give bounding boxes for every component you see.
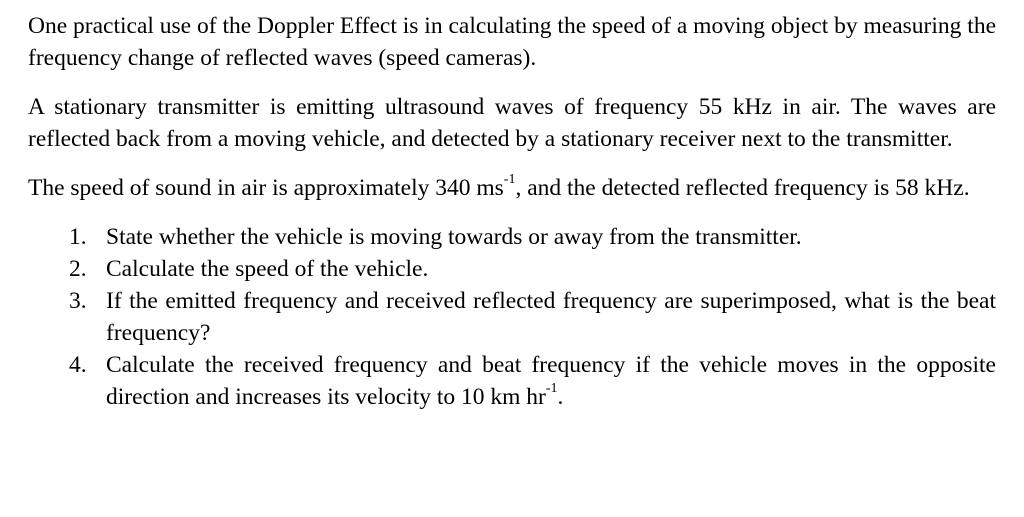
question-text-end: .: [557, 384, 564, 410]
speed-text-continued: , and the detected reflected frequency is 58 kHz.: [515, 175, 970, 201]
question-list: [28, 221, 996, 413]
question-text: State whether the vehicle is moving towards or away from the transmitter.: [106, 224, 802, 250]
question-item: [69, 253, 996, 285]
question-number: 4.: [69, 352, 87, 378]
setup-paragraph: A stationary transmitter is emitting ultrasound waves of frequency 55 kHz in air. The waves are reflected back from a moving vehicle, and detected by a stationary receiver next to the transmitter.: [28, 94, 996, 152]
question-item: [69, 285, 996, 349]
question-text: If the emitted frequency and received reflected frequency are superimposed, what is the beat frequency?: [106, 288, 996, 346]
question-text: Calculate the received frequency and beat frequency if the vehicle moves in the opposite direction and increases its velocity to 10 km hr: [106, 352, 996, 410]
velocity-unit-superscript: -1: [545, 381, 558, 397]
question-number: 1.: [69, 224, 87, 250]
speed-text: The speed of sound in air is approximately 340 ms: [28, 175, 504, 201]
question-item: [69, 349, 996, 413]
question-number: 2.: [69, 256, 87, 282]
question-item: [69, 221, 996, 253]
speed-unit-superscript: -1: [503, 172, 516, 188]
question-text: Calculate the speed of the vehicle.: [106, 256, 429, 282]
speed-paragraph: [28, 172, 996, 204]
question-number: 3.: [69, 288, 87, 314]
intro-paragraph: One practical use of the Doppler Effect is in calculating the speed of a moving object by measuring the frequency change of reflected waves (speed cameras).: [28, 13, 996, 71]
